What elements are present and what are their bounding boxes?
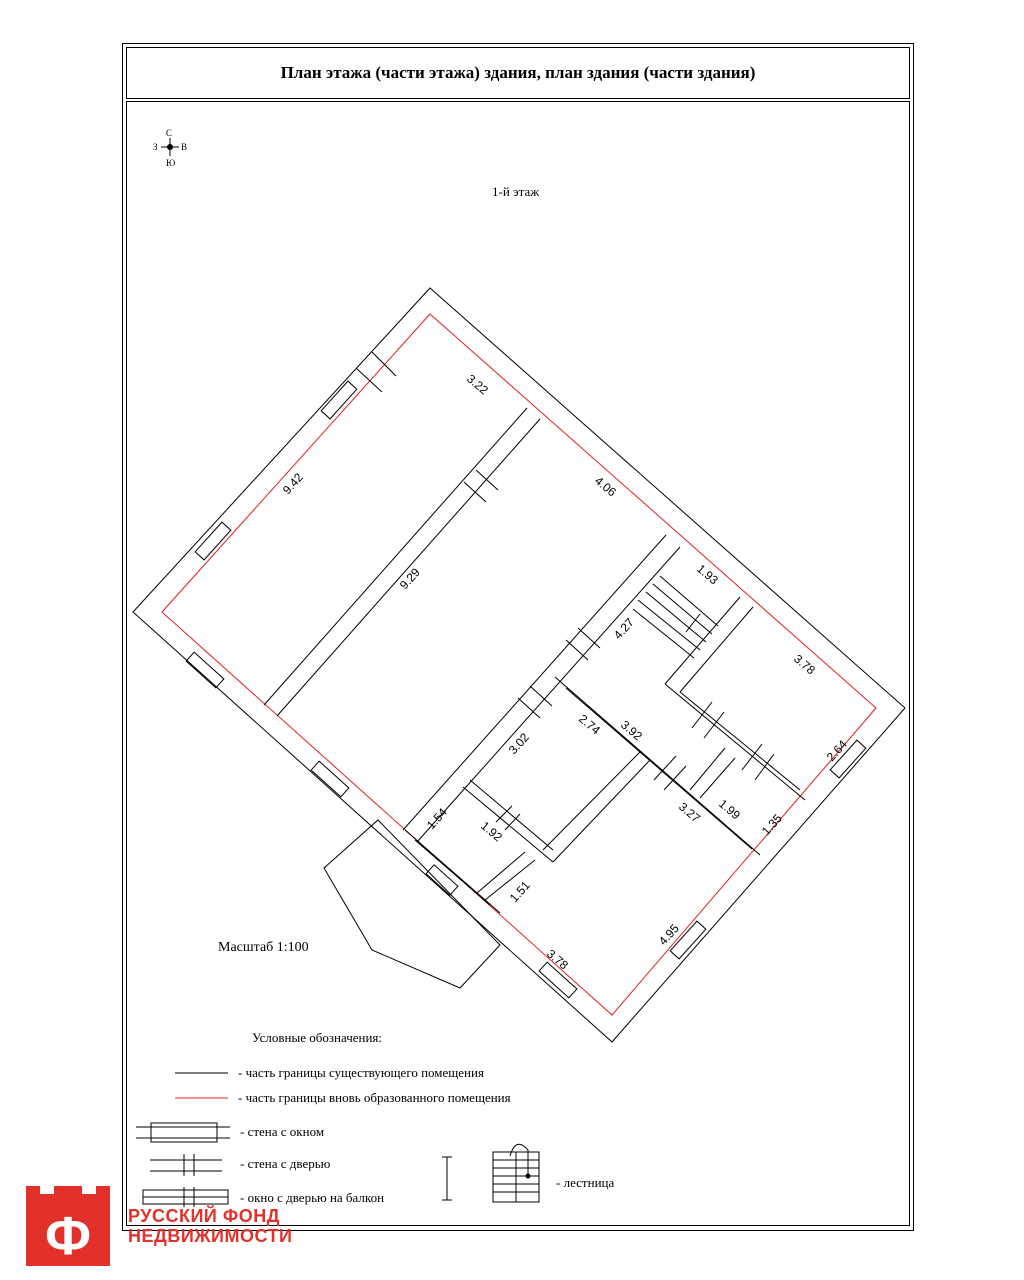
stairs-icon: [633, 576, 718, 658]
dim-4-95: 4.95: [655, 921, 682, 949]
dim-2-74: 2.74: [576, 711, 603, 738]
dim-9-29: 9.29: [396, 565, 423, 593]
compass-west: З: [153, 142, 158, 152]
floor-label: 1-й этаж: [492, 184, 540, 199]
dim-2-64: 2.64: [823, 737, 850, 765]
logo-icon: [24, 1180, 112, 1268]
legend-door-text: - стена с дверью: [240, 1156, 331, 1171]
dim-3-78-a: 3.78: [791, 651, 818, 678]
dim-3-78-b: 3.78: [544, 946, 571, 973]
dim-4-27: 4.27: [610, 615, 637, 643]
dim-3-22: 3.22: [464, 371, 491, 398]
compass-south: Ю: [166, 158, 176, 168]
legend-door-icon: [150, 1154, 222, 1176]
legend-window-text: - стена с окном: [240, 1124, 325, 1139]
legend-title: Условные обозначения:: [252, 1030, 383, 1045]
svg-text:Ф: Ф: [44, 1206, 92, 1266]
logo-text-line2: НЕДВИЖИМОСТИ: [128, 1226, 293, 1246]
dim-3-27: 3.27: [676, 799, 703, 826]
internal-walls: [264, 408, 805, 913]
compass-icon: [153, 128, 187, 168]
legend-window-icon: [136, 1123, 230, 1142]
legend-balcony-text: - окно с дверью на балкон: [240, 1190, 385, 1205]
new-room-border: [162, 314, 876, 1015]
legend-existing-text: - часть границы существующего помещения: [238, 1065, 484, 1080]
dim-1-54: 1.54: [423, 805, 450, 833]
dim-1-99: 1.99: [716, 796, 743, 823]
dim-1-51: 1.51: [506, 878, 533, 906]
balcony-outline: [324, 820, 500, 988]
dim-4-06: 4.06: [592, 473, 619, 500]
window-icons: [186, 381, 866, 998]
dim-3-02: 3.02: [505, 730, 532, 758]
dim-1-92: 1.92: [478, 818, 505, 845]
dim-1-93: 1.93: [694, 561, 721, 588]
scale-label: Масштаб 1:100: [218, 940, 309, 955]
legend-new-text: - часть границы вновь образованного помещения: [238, 1090, 511, 1105]
legend-balcony-icon: [143, 1187, 228, 1207]
legend-door-mark-icon: [442, 1157, 452, 1200]
page-title: План этажа (части этажа) здания, план здания (части здания): [280, 63, 756, 82]
outer-wall: [133, 288, 905, 1042]
compass-north: С: [166, 128, 173, 138]
dim-9-42: 9.42: [279, 470, 306, 498]
legend-stairs-icon: [493, 1144, 539, 1202]
dim-1-35: 1.35: [758, 811, 785, 839]
compass-east: В: [181, 142, 188, 152]
legend-stairs-text: - лестница: [556, 1175, 615, 1190]
logo-text-line1: РУССКИЙ ФОНД: [128, 1206, 281, 1226]
dim-3-92: 3.92: [618, 717, 645, 744]
